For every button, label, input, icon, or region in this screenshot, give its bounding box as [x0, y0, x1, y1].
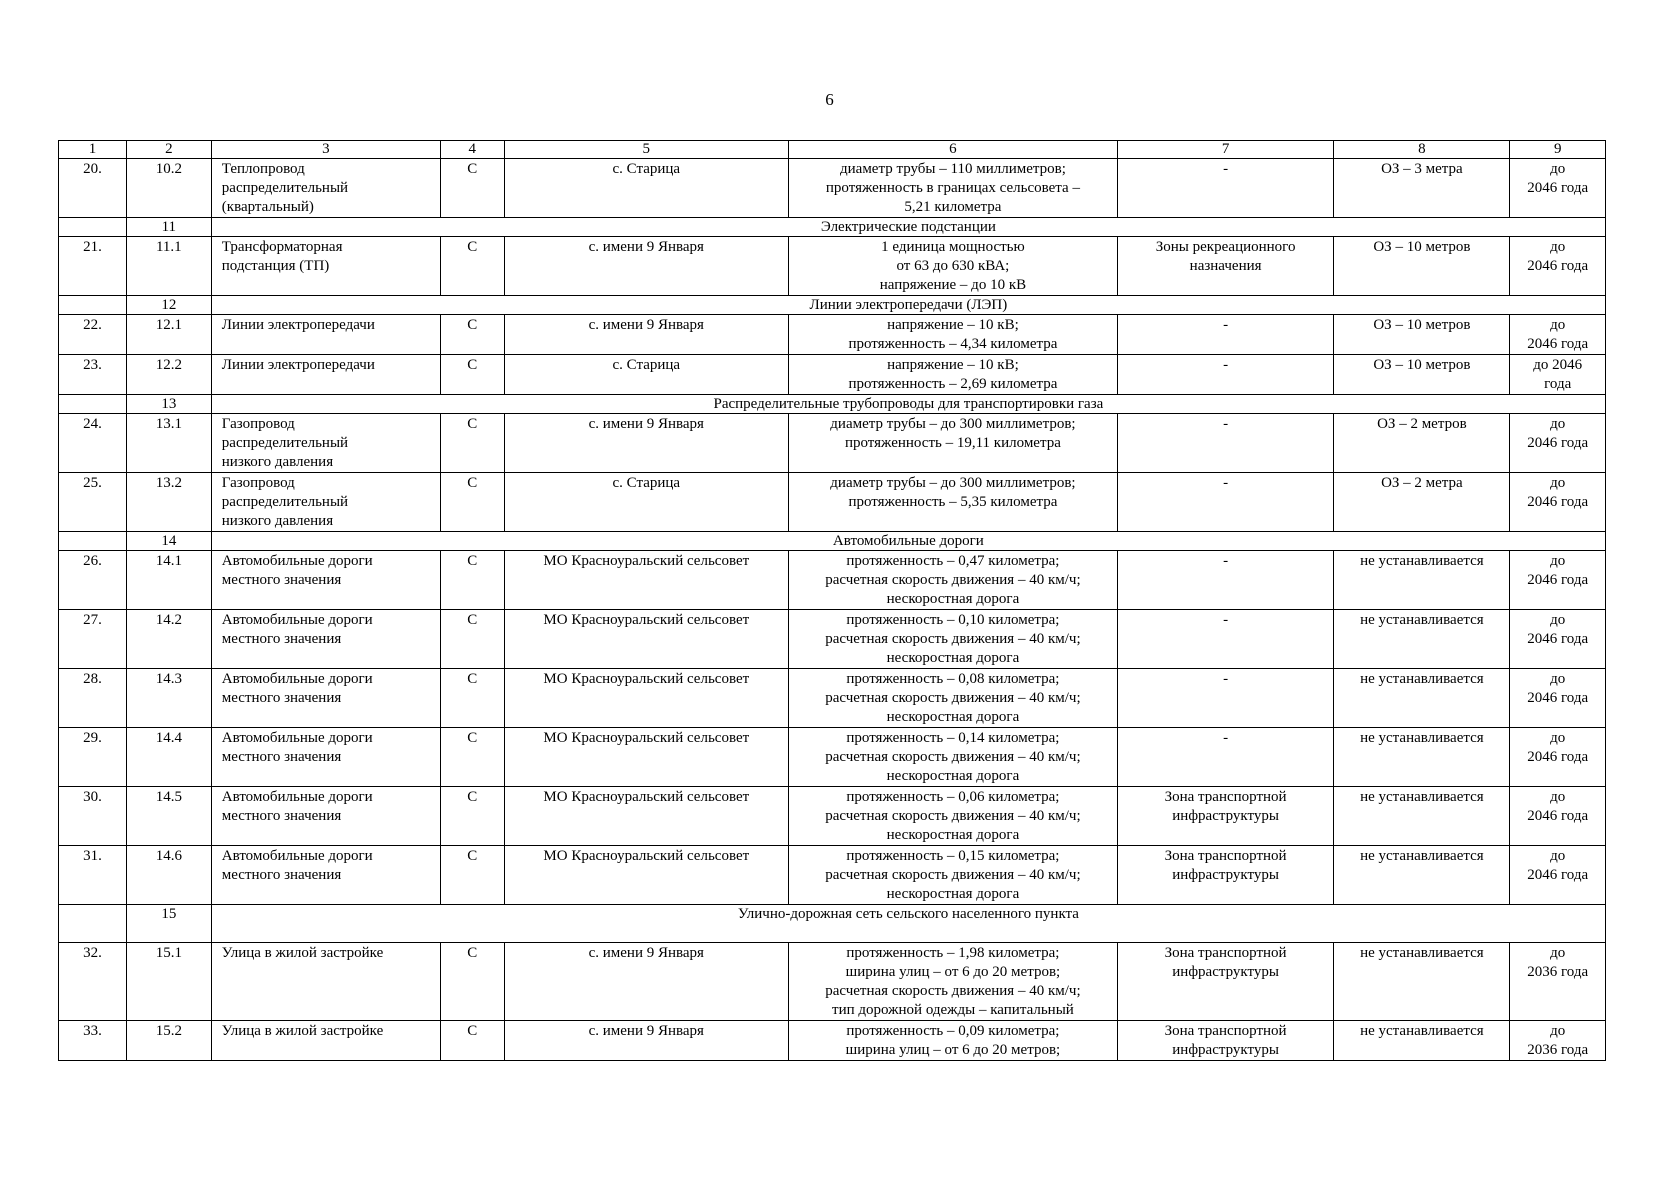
object-status: С [440, 315, 504, 355]
object-name: Улица в жилой застройке [211, 943, 440, 1021]
object-code: 15.1 [126, 943, 211, 1021]
object-name: Автомобильные дороги местного значения [211, 669, 440, 728]
object-code: 14.5 [126, 787, 211, 846]
object-status: С [440, 355, 504, 395]
object-status: С [440, 846, 504, 905]
table-row [59, 728, 1606, 787]
section-code: 12 [126, 296, 211, 315]
protection-zone: не устанавливается [1334, 787, 1510, 846]
protection-zone: ОЗ – 2 метра [1334, 473, 1510, 532]
protection-zone: ОЗ – 2 метров [1334, 414, 1510, 473]
object-status: С [440, 551, 504, 610]
object-location: с. Старица [504, 159, 788, 218]
object-parameters: протяженность – 0,08 километра; расчетная скорость движения – 40 км/ч; нескоростная дорога [788, 669, 1117, 728]
object-name: Линии электропередачи [211, 355, 440, 395]
functional-zone: - [1117, 355, 1333, 395]
functional-zone: - [1117, 159, 1333, 218]
implementation-term: до 2046 года [1510, 315, 1606, 355]
functional-zone: - [1117, 414, 1333, 473]
object-code: 13.2 [126, 473, 211, 532]
object-parameters: протяженность – 1,98 километра; ширина улиц – от 6 до 20 метров; расчетная скорость движения – 40 км/ч; тип дорожной одежды – капитальный [788, 943, 1117, 1021]
functional-zone: - [1117, 669, 1333, 728]
row-number: 29. [59, 728, 127, 787]
column-header: 2 [126, 141, 211, 159]
section-title: Распределительные трубопроводы для транспортировки газа [211, 395, 1605, 414]
protection-zone: не устанавливается [1334, 610, 1510, 669]
protection-zone: не устанавливается [1334, 551, 1510, 610]
object-name: Газопровод распределительный низкого давления [211, 414, 440, 473]
row-number: 30. [59, 787, 127, 846]
column-header: 8 [1334, 141, 1510, 159]
implementation-term: до 2046 года [1510, 610, 1606, 669]
protection-zone: не устанавливается [1334, 669, 1510, 728]
object-name: Линии электропередачи [211, 315, 440, 355]
column-header: 1 [59, 141, 127, 159]
section-title: Улично-дорожная сеть сельского населенного пункта [211, 905, 1605, 943]
functional-zone: Зона транспортной инфраструктуры [1117, 943, 1333, 1021]
object-parameters: диаметр трубы – до 300 миллиметров; протяженность – 19,11 километра [788, 414, 1117, 473]
object-status: С [440, 728, 504, 787]
implementation-term: до 2046 года [1510, 728, 1606, 787]
row-number: 21. [59, 237, 127, 296]
functional-zone: - [1117, 728, 1333, 787]
protection-zone: не устанавливается [1334, 728, 1510, 787]
table-row [59, 473, 1606, 532]
table-row [59, 355, 1606, 395]
object-status: С [440, 787, 504, 846]
object-code: 14.3 [126, 669, 211, 728]
object-status: С [440, 1021, 504, 1061]
functional-zone: Зона транспортной инфраструктуры [1117, 1021, 1333, 1061]
implementation-term: до 2046 года [1510, 787, 1606, 846]
object-parameters: диаметр трубы – 110 миллиметров; протяженность в границах сельсовета – 5,21 километра [788, 159, 1117, 218]
object-code: 14.6 [126, 846, 211, 905]
object-parameters: протяженность – 0,14 километра; расчетная скорость движения – 40 км/ч; нескоростная дорога [788, 728, 1117, 787]
object-status: С [440, 943, 504, 1021]
row-number: 31. [59, 846, 127, 905]
functional-zone: Зоны рекреационного назначения [1117, 237, 1333, 296]
object-location: с. Старица [504, 355, 788, 395]
implementation-term: до 2046 года [1510, 551, 1606, 610]
object-parameters: диаметр трубы – до 300 миллиметров; протяженность – 5,35 километра [788, 473, 1117, 532]
section-title: Линии электропередачи (ЛЭП) [211, 296, 1605, 315]
section-row [59, 395, 1606, 414]
implementation-term: до 2046 года [1510, 159, 1606, 218]
functional-zone: - [1117, 610, 1333, 669]
object-parameters: напряжение – 10 кВ; протяженность – 2,69 километра [788, 355, 1117, 395]
object-name: Газопровод распределительный низкого давления [211, 473, 440, 532]
object-parameters: протяженность – 0,47 километра; расчетная скорость движения – 40 км/ч; нескоростная дорога [788, 551, 1117, 610]
row-number: 26. [59, 551, 127, 610]
protection-zone: ОЗ – 10 метров [1334, 237, 1510, 296]
table-row [59, 943, 1606, 1021]
section-number-cell [59, 905, 127, 943]
object-name: Автомобильные дороги местного значения [211, 846, 440, 905]
row-number: 25. [59, 473, 127, 532]
implementation-term: до 2036 года [1510, 943, 1606, 1021]
row-number: 20. [59, 159, 127, 218]
functional-zone: - [1117, 551, 1333, 610]
protection-zone: ОЗ – 10 метров [1334, 315, 1510, 355]
object-parameters: протяженность – 0,09 километра; ширина улиц – от 6 до 20 метров; [788, 1021, 1117, 1061]
implementation-term: до 2046 года [1510, 414, 1606, 473]
section-number-cell [59, 532, 127, 551]
row-number: 23. [59, 355, 127, 395]
implementation-term: до 2046 года [1510, 846, 1606, 905]
protection-zone: не устанавливается [1334, 1021, 1510, 1061]
object-status: С [440, 610, 504, 669]
functional-zone: Зона транспортной инфраструктуры [1117, 846, 1333, 905]
object-location: МО Красноуральский сельсовет [504, 669, 788, 728]
section-row [59, 532, 1606, 551]
object-location: с. имени 9 Января [504, 943, 788, 1021]
object-name: Улица в жилой застройке [211, 1021, 440, 1061]
implementation-term: до 2046 года [1510, 473, 1606, 532]
column-number-header-row [59, 141, 1606, 159]
protection-zone: не устанавливается [1334, 943, 1510, 1021]
table-row [59, 669, 1606, 728]
implementation-term: до 2046 года [1510, 669, 1606, 728]
object-location: МО Красноуральский сельсовет [504, 551, 788, 610]
object-name: Автомобильные дороги местного значения [211, 610, 440, 669]
object-status: С [440, 414, 504, 473]
column-header: 4 [440, 141, 504, 159]
object-status: С [440, 669, 504, 728]
protection-zone: ОЗ – 10 метров [1334, 355, 1510, 395]
object-parameters: протяженность – 0,15 километра; расчетная скорость движения – 40 км/ч; нескоростная дорога [788, 846, 1117, 905]
object-code: 14.2 [126, 610, 211, 669]
implementation-term: до 2046 года [1510, 355, 1606, 395]
object-code: 10.2 [126, 159, 211, 218]
object-code: 14.4 [126, 728, 211, 787]
column-header: 5 [504, 141, 788, 159]
table-row [59, 315, 1606, 355]
section-row [59, 296, 1606, 315]
objects-table [58, 140, 1606, 1061]
object-parameters: напряжение – 10 кВ; протяженность – 4,34 километра [788, 315, 1117, 355]
section-row [59, 905, 1606, 943]
row-number: 32. [59, 943, 127, 1021]
section-code: 15 [126, 905, 211, 943]
object-name: Теплопровод распределительный (квартальный) [211, 159, 440, 218]
table-row [59, 610, 1606, 669]
section-row [59, 218, 1606, 237]
object-location: с. имени 9 Января [504, 237, 788, 296]
table-row [59, 237, 1606, 296]
row-number: 22. [59, 315, 127, 355]
object-location: МО Красноуральский сельсовет [504, 728, 788, 787]
table-row [59, 159, 1606, 218]
implementation-term: до 2036 года [1510, 1021, 1606, 1061]
row-number: 28. [59, 669, 127, 728]
table-row [59, 551, 1606, 610]
functional-zone: - [1117, 315, 1333, 355]
table-row [59, 414, 1606, 473]
protection-zone: не устанавливается [1334, 846, 1510, 905]
row-number: 27. [59, 610, 127, 669]
implementation-term: до 2046 года [1510, 237, 1606, 296]
object-parameters: протяженность – 0,10 километра; расчетная скорость движения – 40 км/ч; нескоростная дорога [788, 610, 1117, 669]
object-parameters: протяженность – 0,06 километра; расчетная скорость движения – 40 км/ч; нескоростная дорога [788, 787, 1117, 846]
column-header: 6 [788, 141, 1117, 159]
section-code: 13 [126, 395, 211, 414]
functional-zone: Зона транспортной инфраструктуры [1117, 787, 1333, 846]
object-code: 11.1 [126, 237, 211, 296]
section-title: Автомобильные дороги [211, 532, 1605, 551]
object-name: Автомобильные дороги местного значения [211, 551, 440, 610]
object-location: МО Красноуральский сельсовет [504, 787, 788, 846]
table-row [59, 787, 1606, 846]
object-code: 15.2 [126, 1021, 211, 1061]
table-row [59, 846, 1606, 905]
page-number: 6 [825, 90, 834, 109]
column-header: 3 [211, 141, 440, 159]
object-code: 13.1 [126, 414, 211, 473]
column-header: 9 [1510, 141, 1606, 159]
object-status: С [440, 159, 504, 218]
object-code: 12.2 [126, 355, 211, 395]
object-status: С [440, 473, 504, 532]
object-status: С [440, 237, 504, 296]
object-location: с. Старица [504, 473, 788, 532]
table-row [59, 1021, 1606, 1061]
object-location: с. имени 9 Января [504, 414, 788, 473]
section-number-cell [59, 296, 127, 315]
section-code: 11 [126, 218, 211, 237]
object-location: МО Красноуральский сельсовет [504, 610, 788, 669]
object-name: Трансформаторная подстанция (ТП) [211, 237, 440, 296]
row-number: 33. [59, 1021, 127, 1061]
object-location: с. имени 9 Января [504, 1021, 788, 1061]
protection-zone: ОЗ – 3 метра [1334, 159, 1510, 218]
section-code: 14 [126, 532, 211, 551]
object-location: МО Красноуральский сельсовет [504, 846, 788, 905]
object-location: с. имени 9 Января [504, 315, 788, 355]
object-parameters: 1 единица мощностью от 63 до 630 кВА; напряжение – до 10 кВ [788, 237, 1117, 296]
section-title: Электрические подстанции [211, 218, 1605, 237]
column-header: 7 [1117, 141, 1333, 159]
object-name: Автомобильные дороги местного значения [211, 728, 440, 787]
section-number-cell [59, 395, 127, 414]
row-number: 24. [59, 414, 127, 473]
functional-zone: - [1117, 473, 1333, 532]
object-code: 14.1 [126, 551, 211, 610]
object-name: Автомобильные дороги местного значения [211, 787, 440, 846]
section-number-cell [59, 218, 127, 237]
object-code: 12.1 [126, 315, 211, 355]
